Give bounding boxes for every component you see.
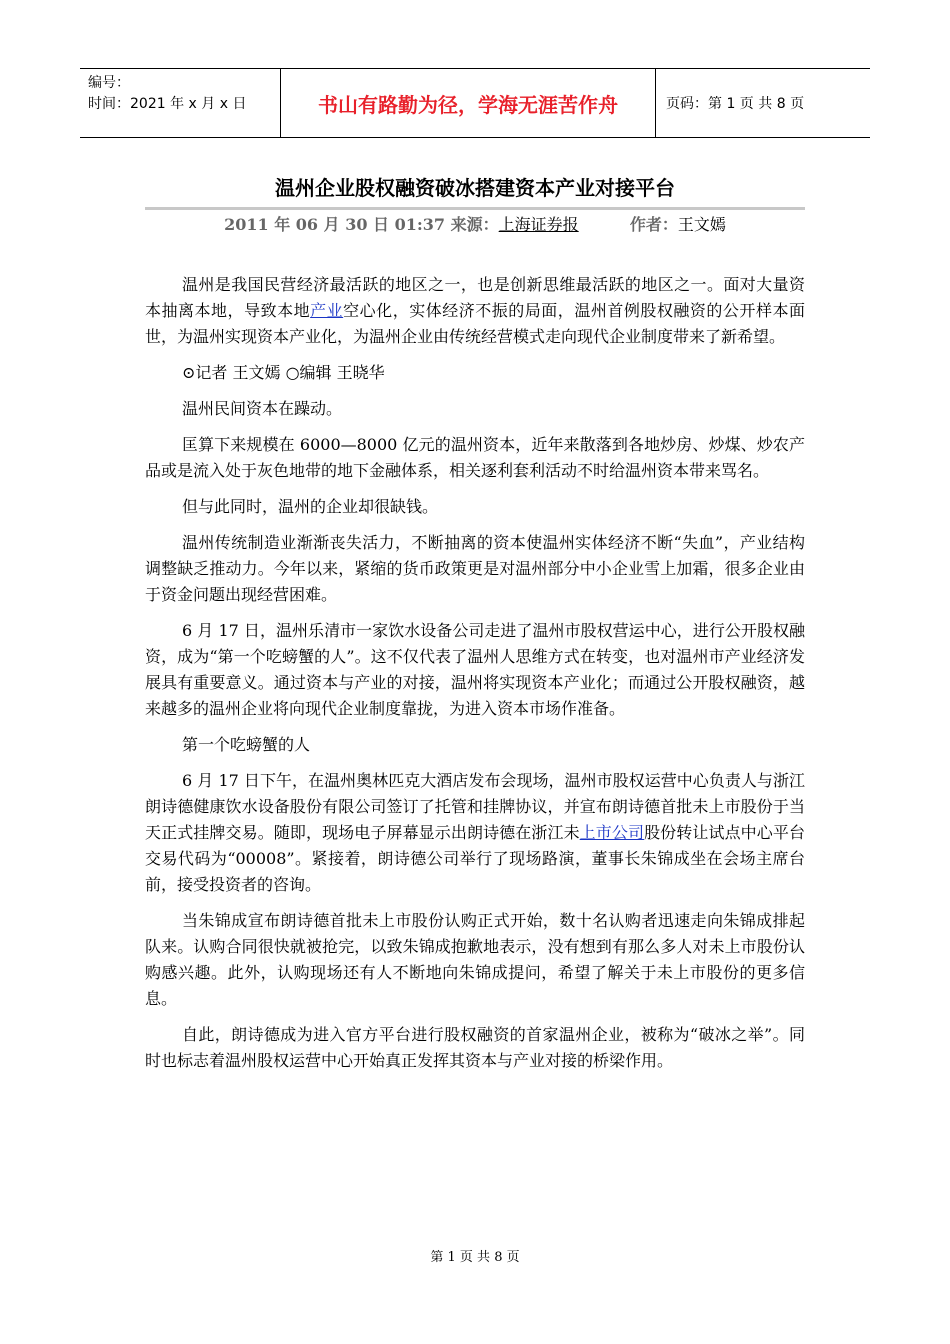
paragraph: 匡算下来规模在 6000—8000 亿元的温州资本，近年来散落到各地炒房、炒煤、炒农产品或是流入处于灰色地带的地下金融体系，相关逐利套利活动不时给温州资本带来骂名。 xyxy=(145,435,805,480)
title-divider xyxy=(145,207,805,210)
header-page-info: 页码：第 1 页 共 8 页 xyxy=(666,96,805,112)
author-name: 王文嫣 xyxy=(677,215,726,234)
source-label: 来源： xyxy=(450,215,499,234)
paragraph: 温州民间资本在躁动。 xyxy=(182,399,343,418)
paragraph: 6 月 17 日下午，在温州奥林匹克大酒店发布会现场，温州市股权运营中心负责人与浙江朗诗德健康饮水设备股份有限公司签订了托管和挂牌协议，并宣布朗诗德首批未上市股份于当天正式挂牌交易。随即，现场电子屏幕显示出朗诗德在浙江未上市公司股份转让试点中心平台交易代码为“00008”。紧接着，朗诗德公司举行了现场路演，董事长朱锦成坐在会场主席台前，接受投资者的咨询。 xyxy=(145,771,805,894)
header-info xyxy=(80,69,280,137)
page-footer: 第 1 页 共 8 页 xyxy=(430,1250,520,1265)
paragraph: 当朱锦成宣布朗诗德首批未上市股份认购正式开始，数十名认购者迅速走向朱锦成排起队来。认购合同很快就被抢完，以致朱锦成抱歉地表示，没有想到有那么多人对未上市股份认购感兴趣。此外，认购现场还有人不断地向朱锦成提问，希望了解关于未上市股份的更多信息。 xyxy=(145,911,805,1008)
author-label: 作者： xyxy=(629,215,678,234)
article-meta xyxy=(0,214,950,236)
paragraph: 温州传统制造业渐渐丧失活力，不断抽离的资本使温州实体经济不断“失血”，产业结构调整缺乏推动力。今年以来，紧缩的货币政策更是对温州部分中小企业雪上加霜，很多企业由于资金问题出现经营困难。 xyxy=(145,533,805,604)
article-date: 2011 年 06 月 30 日 01:37 xyxy=(224,215,446,234)
article-body xyxy=(145,272,805,1084)
industry-link[interactable]: 产业 xyxy=(310,301,344,320)
paragraph-byline: ⊙记者 王文嫣 ○编辑 王晓华 xyxy=(182,363,385,382)
code-label: 编号： xyxy=(88,75,130,91)
paragraph: 6 月 17 日，温州乐清市一家饮水设备公司走进了温州市股权营运中心，进行公开股权融资，成为“第一个吃螃蟹的人”。这不仅代表了温州人思维方式在转变，也对温州市产业经济发展具有重要意义。通过资本与产业的对接，温州将实现资本产业化；而通过公开股权融资，越来越多的温州企业将向现代企业制度靠拢，为进入资本市场作准备。 xyxy=(145,621,805,718)
subheading: 第一个吃螃蟹的人 xyxy=(182,735,311,754)
time-label: 时间：2021 年 x 月 x 日 xyxy=(88,96,247,112)
article-title: 温州企业股权融资破冰搭建资本产业对接平台 xyxy=(275,176,675,200)
source-link[interactable]: 上海证券报 xyxy=(498,215,579,234)
paragraph-lead: 温州是我国民营经济最活跃的地区之一，也是创新思维最活跃的地区之一。面对大量资本抽离本地，导致本地产业空心化，实体经济不振的局面，温州首例股权融资的公开样本面世，为温州实现资本产业化，为温州企业由传统经营模式走向现代企业制度带来了新希望。 xyxy=(145,275,805,346)
paragraph: 但与此同时，温州的企业却很缺钱。 xyxy=(182,497,439,516)
page-header xyxy=(80,68,870,138)
header-motto: 书山有路勤为径，学海无涯苦作舟 xyxy=(280,69,656,137)
paragraph: 自此，朗诗德成为进入官方平台进行股权融资的首家温州企业，被称为“破冰之举”。同时也标志着温州股权运营中心开始真正发挥其资本与产业对接的桥梁作用。 xyxy=(145,1025,805,1070)
listed-company-link[interactable]: 上市公司 xyxy=(579,823,645,842)
